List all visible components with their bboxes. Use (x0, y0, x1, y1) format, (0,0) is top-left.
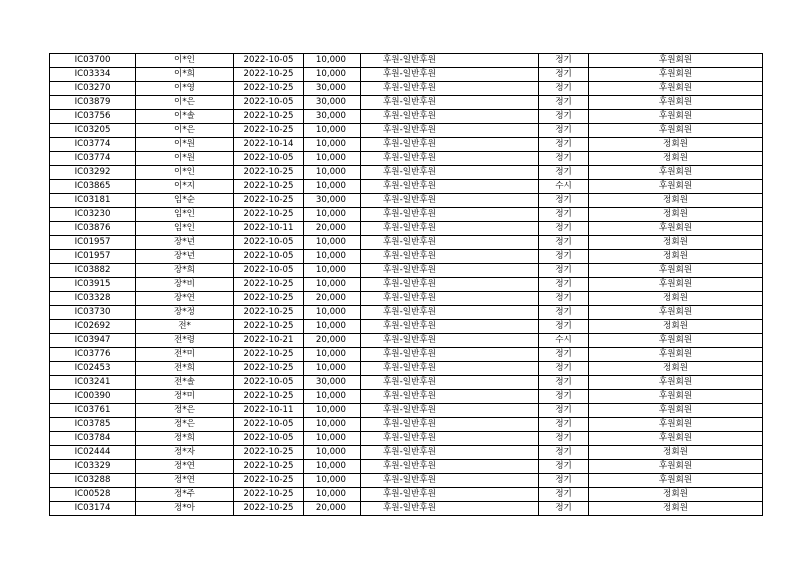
cell-id: IC03865 (50, 180, 136, 194)
cell-amount: 30,000 (304, 110, 361, 124)
cell-category: 후원-일반후원 (361, 166, 539, 180)
cell-amount: 10,000 (304, 68, 361, 82)
cell-id: IC03334 (50, 68, 136, 82)
cell-name: 정*연 (136, 460, 234, 474)
cell-amount: 10,000 (304, 474, 361, 488)
cell-category: 후원-일반후원 (361, 82, 539, 96)
cell-date: 2022-10-25 (234, 68, 304, 82)
table-row (50, 474, 763, 488)
table-row (50, 250, 763, 264)
cell-frequency: 정기 (539, 306, 589, 320)
table-row (50, 488, 763, 502)
cell-member-type: 후원회원 (589, 124, 763, 138)
cell-name: 정*희 (136, 432, 234, 446)
table-row (50, 376, 763, 390)
cell-member-type: 정회원 (589, 138, 763, 152)
cell-amount: 10,000 (304, 362, 361, 376)
cell-category: 후원-일반후원 (361, 278, 539, 292)
cell-date: 2022-10-11 (234, 222, 304, 236)
cell-category: 후원-일반후원 (361, 460, 539, 474)
cell-name: 장*희 (136, 264, 234, 278)
cell-member-type: 후원회원 (589, 474, 763, 488)
cell-category: 후원-일반후원 (361, 236, 539, 250)
cell-id: IC03882 (50, 264, 136, 278)
cell-name: 전*미 (136, 348, 234, 362)
cell-category: 후원-일반후원 (361, 320, 539, 334)
cell-name: 장*비 (136, 278, 234, 292)
cell-date: 2022-10-25 (234, 110, 304, 124)
table-row (50, 404, 763, 418)
cell-amount: 30,000 (304, 376, 361, 390)
cell-date: 2022-10-25 (234, 306, 304, 320)
cell-name: 이*영 (136, 82, 234, 96)
cell-id: IC01957 (50, 236, 136, 250)
cell-name: 이*지 (136, 180, 234, 194)
cell-name: 장*년 (136, 236, 234, 250)
table-row (50, 446, 763, 460)
cell-name: 이*원 (136, 138, 234, 152)
table-row (50, 82, 763, 96)
cell-id: IC02453 (50, 362, 136, 376)
cell-name: 정*은 (136, 404, 234, 418)
table-row (50, 334, 763, 348)
cell-id: IC03288 (50, 474, 136, 488)
cell-id: IC03181 (50, 194, 136, 208)
cell-amount: 10,000 (304, 446, 361, 460)
table-row (50, 502, 763, 516)
cell-name: 전* (136, 320, 234, 334)
cell-date: 2022-10-25 (234, 180, 304, 194)
cell-date: 2022-10-25 (234, 292, 304, 306)
table-row (50, 208, 763, 222)
cell-member-type: 후원회원 (589, 96, 763, 110)
cell-amount: 10,000 (304, 250, 361, 264)
cell-amount: 10,000 (304, 488, 361, 502)
cell-date: 2022-10-05 (234, 264, 304, 278)
cell-date: 2022-10-25 (234, 362, 304, 376)
cell-category: 후원-일반후원 (361, 68, 539, 82)
cell-date: 2022-10-05 (234, 376, 304, 390)
cell-date: 2022-10-25 (234, 208, 304, 222)
table-row (50, 292, 763, 306)
cell-amount: 10,000 (304, 390, 361, 404)
cell-date: 2022-10-25 (234, 124, 304, 138)
cell-member-type: 후원회원 (589, 460, 763, 474)
cell-category: 후원-일반후원 (361, 124, 539, 138)
cell-member-type: 정회원 (589, 292, 763, 306)
cell-member-type: 정회원 (589, 250, 763, 264)
cell-frequency: 정기 (539, 250, 589, 264)
cell-member-type: 후원회원 (589, 418, 763, 432)
cell-date: 2022-10-14 (234, 138, 304, 152)
cell-amount: 10,000 (304, 404, 361, 418)
cell-amount: 10,000 (304, 460, 361, 474)
cell-category: 후원-일반후원 (361, 264, 539, 278)
cell-member-type: 정회원 (589, 208, 763, 222)
cell-id: IC03876 (50, 222, 136, 236)
cell-amount: 20,000 (304, 334, 361, 348)
cell-amount: 10,000 (304, 180, 361, 194)
cell-id: IC03328 (50, 292, 136, 306)
cell-date: 2022-10-11 (234, 404, 304, 418)
donation-table (49, 53, 763, 516)
cell-frequency: 정기 (539, 110, 589, 124)
table-row (50, 306, 763, 320)
cell-id: IC03774 (50, 138, 136, 152)
cell-id: IC02692 (50, 320, 136, 334)
cell-date: 2022-10-05 (234, 96, 304, 110)
table-row (50, 278, 763, 292)
cell-id: IC03174 (50, 502, 136, 516)
cell-member-type: 후원회원 (589, 306, 763, 320)
cell-frequency: 정기 (539, 292, 589, 306)
cell-frequency: 정기 (539, 404, 589, 418)
table-row (50, 418, 763, 432)
cell-name: 정*은 (136, 418, 234, 432)
cell-member-type: 정회원 (589, 320, 763, 334)
cell-name: 장*연 (136, 292, 234, 306)
table-row (50, 236, 763, 250)
cell-category: 후원-일반후원 (361, 180, 539, 194)
cell-amount: 10,000 (304, 236, 361, 250)
cell-frequency: 정기 (539, 320, 589, 334)
cell-member-type: 정회원 (589, 446, 763, 460)
cell-id: IC01957 (50, 250, 136, 264)
cell-date: 2022-10-05 (234, 152, 304, 166)
cell-date: 2022-10-21 (234, 334, 304, 348)
cell-date: 2022-10-25 (234, 390, 304, 404)
cell-amount: 20,000 (304, 502, 361, 516)
table-row (50, 152, 763, 166)
table-row (50, 222, 763, 236)
cell-date: 2022-10-25 (234, 474, 304, 488)
cell-frequency: 정기 (539, 236, 589, 250)
table-row (50, 264, 763, 278)
cell-date: 2022-10-25 (234, 348, 304, 362)
cell-id: IC03776 (50, 348, 136, 362)
cell-member-type: 정회원 (589, 152, 763, 166)
cell-id: IC03784 (50, 432, 136, 446)
table-row (50, 110, 763, 124)
cell-name: 전*솔 (136, 376, 234, 390)
cell-frequency: 정기 (539, 502, 589, 516)
cell-frequency: 정기 (539, 54, 589, 68)
cell-member-type: 후원회원 (589, 404, 763, 418)
cell-name: 장*정 (136, 306, 234, 320)
cell-frequency: 정기 (539, 432, 589, 446)
cell-member-type: 후원회원 (589, 390, 763, 404)
cell-id: IC02444 (50, 446, 136, 460)
cell-category: 후원-일반후원 (361, 446, 539, 460)
cell-member-type: 정회원 (589, 194, 763, 208)
cell-frequency: 정기 (539, 348, 589, 362)
cell-id: IC03879 (50, 96, 136, 110)
cell-member-type: 후원회원 (589, 278, 763, 292)
cell-category: 후원-일반후원 (361, 194, 539, 208)
cell-frequency: 정기 (539, 474, 589, 488)
table-row (50, 432, 763, 446)
cell-id: IC03230 (50, 208, 136, 222)
cell-name: 이*희 (136, 68, 234, 82)
cell-date: 2022-10-25 (234, 320, 304, 334)
cell-member-type: 정회원 (589, 488, 763, 502)
cell-category: 후원-일반후원 (361, 432, 539, 446)
cell-category: 후원-일반후원 (361, 376, 539, 390)
cell-name: 이*원 (136, 152, 234, 166)
cell-name: 임*인 (136, 208, 234, 222)
cell-category: 후원-일반후원 (361, 222, 539, 236)
cell-member-type: 후원회원 (589, 264, 763, 278)
cell-date: 2022-10-25 (234, 278, 304, 292)
cell-category: 후원-일반후원 (361, 292, 539, 306)
cell-category: 후원-일반후원 (361, 390, 539, 404)
cell-id: IC03915 (50, 278, 136, 292)
cell-frequency: 정기 (539, 418, 589, 432)
cell-name: 임*인 (136, 222, 234, 236)
cell-frequency: 정기 (539, 166, 589, 180)
table-row (50, 348, 763, 362)
cell-id: IC03700 (50, 54, 136, 68)
cell-member-type: 후원회원 (589, 348, 763, 362)
cell-amount: 20,000 (304, 222, 361, 236)
cell-amount: 30,000 (304, 194, 361, 208)
cell-frequency: 정기 (539, 208, 589, 222)
table-body (50, 54, 763, 516)
cell-amount: 10,000 (304, 418, 361, 432)
cell-category: 후원-일반후원 (361, 488, 539, 502)
cell-member-type: 후원회원 (589, 54, 763, 68)
table-row (50, 166, 763, 180)
cell-member-type: 후원회원 (589, 432, 763, 446)
cell-amount: 30,000 (304, 82, 361, 96)
cell-frequency: 정기 (539, 152, 589, 166)
table-row (50, 320, 763, 334)
cell-category: 후원-일반후원 (361, 502, 539, 516)
cell-frequency: 정기 (539, 376, 589, 390)
cell-category: 후원-일반후원 (361, 54, 539, 68)
cell-date: 2022-10-05 (234, 250, 304, 264)
table-row (50, 460, 763, 474)
table-row (50, 362, 763, 376)
cell-name: 이*인 (136, 166, 234, 180)
cell-name: 장*년 (136, 250, 234, 264)
cell-member-type: 후원회원 (589, 68, 763, 82)
cell-date: 2022-10-05 (234, 418, 304, 432)
cell-id: IC00390 (50, 390, 136, 404)
cell-date: 2022-10-25 (234, 502, 304, 516)
cell-member-type: 정회원 (589, 236, 763, 250)
cell-amount: 10,000 (304, 306, 361, 320)
cell-amount: 10,000 (304, 152, 361, 166)
cell-category: 후원-일반후원 (361, 362, 539, 376)
cell-category: 후원-일반후원 (361, 138, 539, 152)
cell-name: 이*솔 (136, 110, 234, 124)
cell-id: IC03329 (50, 460, 136, 474)
table-row (50, 96, 763, 110)
cell-member-type: 후원회원 (589, 180, 763, 194)
cell-name: 정*자 (136, 446, 234, 460)
cell-frequency: 정기 (539, 362, 589, 376)
cell-category: 후원-일반후원 (361, 110, 539, 124)
cell-amount: 10,000 (304, 320, 361, 334)
cell-frequency: 정기 (539, 460, 589, 474)
cell-frequency: 정기 (539, 264, 589, 278)
cell-member-type: 후원회원 (589, 110, 763, 124)
cell-frequency: 정기 (539, 124, 589, 138)
cell-amount: 10,000 (304, 278, 361, 292)
cell-amount: 10,000 (304, 208, 361, 222)
cell-id: IC03292 (50, 166, 136, 180)
cell-name: 정*연 (136, 474, 234, 488)
cell-amount: 10,000 (304, 264, 361, 278)
cell-frequency: 정기 (539, 390, 589, 404)
cell-category: 후원-일반후원 (361, 404, 539, 418)
cell-id: IC00528 (50, 488, 136, 502)
cell-frequency: 정기 (539, 278, 589, 292)
cell-id: IC03947 (50, 334, 136, 348)
cell-member-type: 정회원 (589, 362, 763, 376)
table-row (50, 138, 763, 152)
cell-id: IC03756 (50, 110, 136, 124)
cell-category: 후원-일반후원 (361, 306, 539, 320)
table-row (50, 68, 763, 82)
cell-category: 후원-일반후원 (361, 418, 539, 432)
cell-frequency: 정기 (539, 194, 589, 208)
cell-name: 전*령 (136, 334, 234, 348)
cell-category: 후원-일반후원 (361, 250, 539, 264)
cell-id: IC03241 (50, 376, 136, 390)
table-row (50, 180, 763, 194)
cell-category: 후원-일반후원 (361, 208, 539, 222)
cell-category: 후원-일반후원 (361, 96, 539, 110)
cell-name: 이*인 (136, 54, 234, 68)
cell-category: 후원-일반후원 (361, 348, 539, 362)
cell-date: 2022-10-25 (234, 460, 304, 474)
cell-frequency: 정기 (539, 82, 589, 96)
table-row (50, 124, 763, 138)
cell-name: 이*은 (136, 96, 234, 110)
cell-id: IC03785 (50, 418, 136, 432)
cell-name: 임*순 (136, 194, 234, 208)
cell-member-type: 후원회원 (589, 334, 763, 348)
cell-name: 전*희 (136, 362, 234, 376)
cell-id: IC03270 (50, 82, 136, 96)
cell-amount: 10,000 (304, 166, 361, 180)
cell-frequency: 수시 (539, 334, 589, 348)
cell-name: 이*은 (136, 124, 234, 138)
cell-id: IC03774 (50, 152, 136, 166)
table-row (50, 54, 763, 68)
cell-date: 2022-10-25 (234, 166, 304, 180)
cell-amount: 20,000 (304, 292, 361, 306)
cell-date: 2022-10-05 (234, 54, 304, 68)
cell-name: 정*미 (136, 390, 234, 404)
cell-amount: 10,000 (304, 54, 361, 68)
cell-id: IC03730 (50, 306, 136, 320)
cell-category: 후원-일반후원 (361, 474, 539, 488)
cell-category: 후원-일반후원 (361, 334, 539, 348)
cell-id: IC03205 (50, 124, 136, 138)
cell-frequency: 정기 (539, 96, 589, 110)
cell-member-type: 후원회원 (589, 222, 763, 236)
cell-date: 2022-10-25 (234, 488, 304, 502)
cell-date: 2022-10-25 (234, 194, 304, 208)
cell-amount: 10,000 (304, 432, 361, 446)
table-row (50, 194, 763, 208)
cell-category: 후원-일반후원 (361, 152, 539, 166)
cell-frequency: 정기 (539, 138, 589, 152)
table-row (50, 390, 763, 404)
cell-frequency: 수시 (539, 180, 589, 194)
cell-member-type: 후원회원 (589, 376, 763, 390)
cell-amount: 10,000 (304, 348, 361, 362)
cell-date: 2022-10-05 (234, 236, 304, 250)
cell-amount: 10,000 (304, 124, 361, 138)
cell-date: 2022-10-05 (234, 432, 304, 446)
cell-amount: 10,000 (304, 138, 361, 152)
cell-amount: 30,000 (304, 96, 361, 110)
cell-member-type: 후원회원 (589, 82, 763, 96)
cell-member-type: 후원회원 (589, 166, 763, 180)
cell-name: 정*주 (136, 488, 234, 502)
cell-date: 2022-10-25 (234, 446, 304, 460)
cell-frequency: 정기 (539, 222, 589, 236)
cell-frequency: 정기 (539, 68, 589, 82)
cell-member-type: 정회원 (589, 502, 763, 516)
cell-frequency: 정기 (539, 488, 589, 502)
cell-frequency: 정기 (539, 446, 589, 460)
cell-name: 정*아 (136, 502, 234, 516)
cell-id: IC03761 (50, 404, 136, 418)
cell-date: 2022-10-25 (234, 82, 304, 96)
